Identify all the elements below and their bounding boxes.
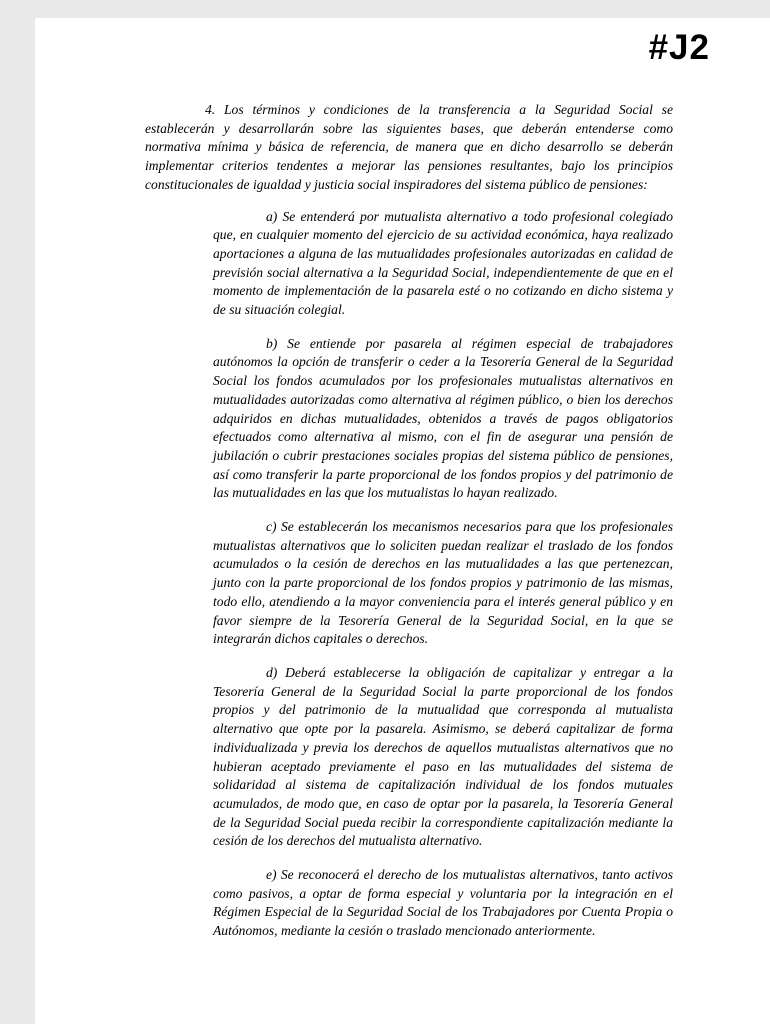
list-item-e: e) Se reconocerá el derecho de los mutualistas alternativos, tanto activos como pasivos, a optar de forma especial y voluntaria por la integración en el Régimen Especial de la Seguridad Social de los Trabajadores por Cuenta Propia o Autónomos, mediante la cesión o traslado mencionado anteriormente. xyxy=(213,867,673,939)
document-tag: #J2 xyxy=(648,28,710,67)
list-item-c: c) Se establecerán los mecanismos necesarios para que los profesionales mutualistas alternativos que lo soliciten puedan realizar el traslado de los fondos acumulados o la cesión de derechos en las mutualidades a las que pertenezcan, junto con la parte proporcional de los fondos propios y patrimonio de las mismas, todo ello, atendiendo a la mayor conveniencia para el interés general público y en favor siempre de la Tesorería General de la Seguridad Social, en la que se integrarán dichos capitales o derechos. xyxy=(213,519,673,647)
list-item-b: b) Se entiende por pasarela al régimen especial de trabajadores autónomos la opción de transferir o ceder a la Tesorería General de la Seguridad Social los fondos acumulados por los profesionales mutualistas alternativos en mutualidades autorizadas como alternativa al régimen público, o bien los derechos adquiridos en dichas mutualidades, obtenidos a través de pagos obligatorios efectuados como alternativa al mismo, con el fin de asegurar una pensión de jubilación o cubrir prestaciones sociales propias del sistema público de pensiones, así como transferir la parte proporcional de los fondos propios y del patrimonio de las mutualidades en las que los mutualistas lo hayan realizado. xyxy=(213,335,673,501)
list-item-a: a) Se entenderá por mutualista alternativo a todo profesional colegiado que, en cualquier momento del ejercicio de su actividad económica, haya realizado aportaciones a alguna de las mutualidades profesionales autorizadas en calidad de previsión social alternativa a la Seguridad Social, independientemente de que en el momento de implementación de la pasarela esté o no cotizando en dicho sistema y de su situación colegial. xyxy=(213,208,673,318)
list-item-d: d) Deberá establecerse la obligación de capitalizar y entregar a la Tesorería General de la Seguridad Social la parte proporcional de los fondos propios y del patrimonio de la mutualidad que corresponda al mutualista alternativo que opte por la pasarela. Asimismo, se deberá capitalizar de forma individualizada y previa los derechos de aquellos mutualistas alternativos que no hubieran aceptado previamente el paso en las mutualidades del sistema de solidaridad al sistema de capitalización individual de los fondos mutuales acumulados, de modo que, en caso de optar por la pasarela, la Tesorería General de la Seguridad Social pueda recibir la correspondiente capitalización mediante la cesión de los derechos del mutualista alternativo. xyxy=(213,664,673,849)
intro-paragraph: 4. Los términos y condiciones de la transferencia a la Seguridad Social se establecerán y desarrollarán sobre las siguientes bases, que deberán entenderse como normativa mínima y básica de referencia, de manera que en dicho desarrollo se deberán implementar criterios tendentes a mejorar las pensiones resultantes, bajo los principios constitucionales de igualdad y justicia social inspiradores del sistema público de pensiones: xyxy=(145,102,673,192)
document-body xyxy=(145,101,673,941)
document-page xyxy=(35,18,770,1024)
